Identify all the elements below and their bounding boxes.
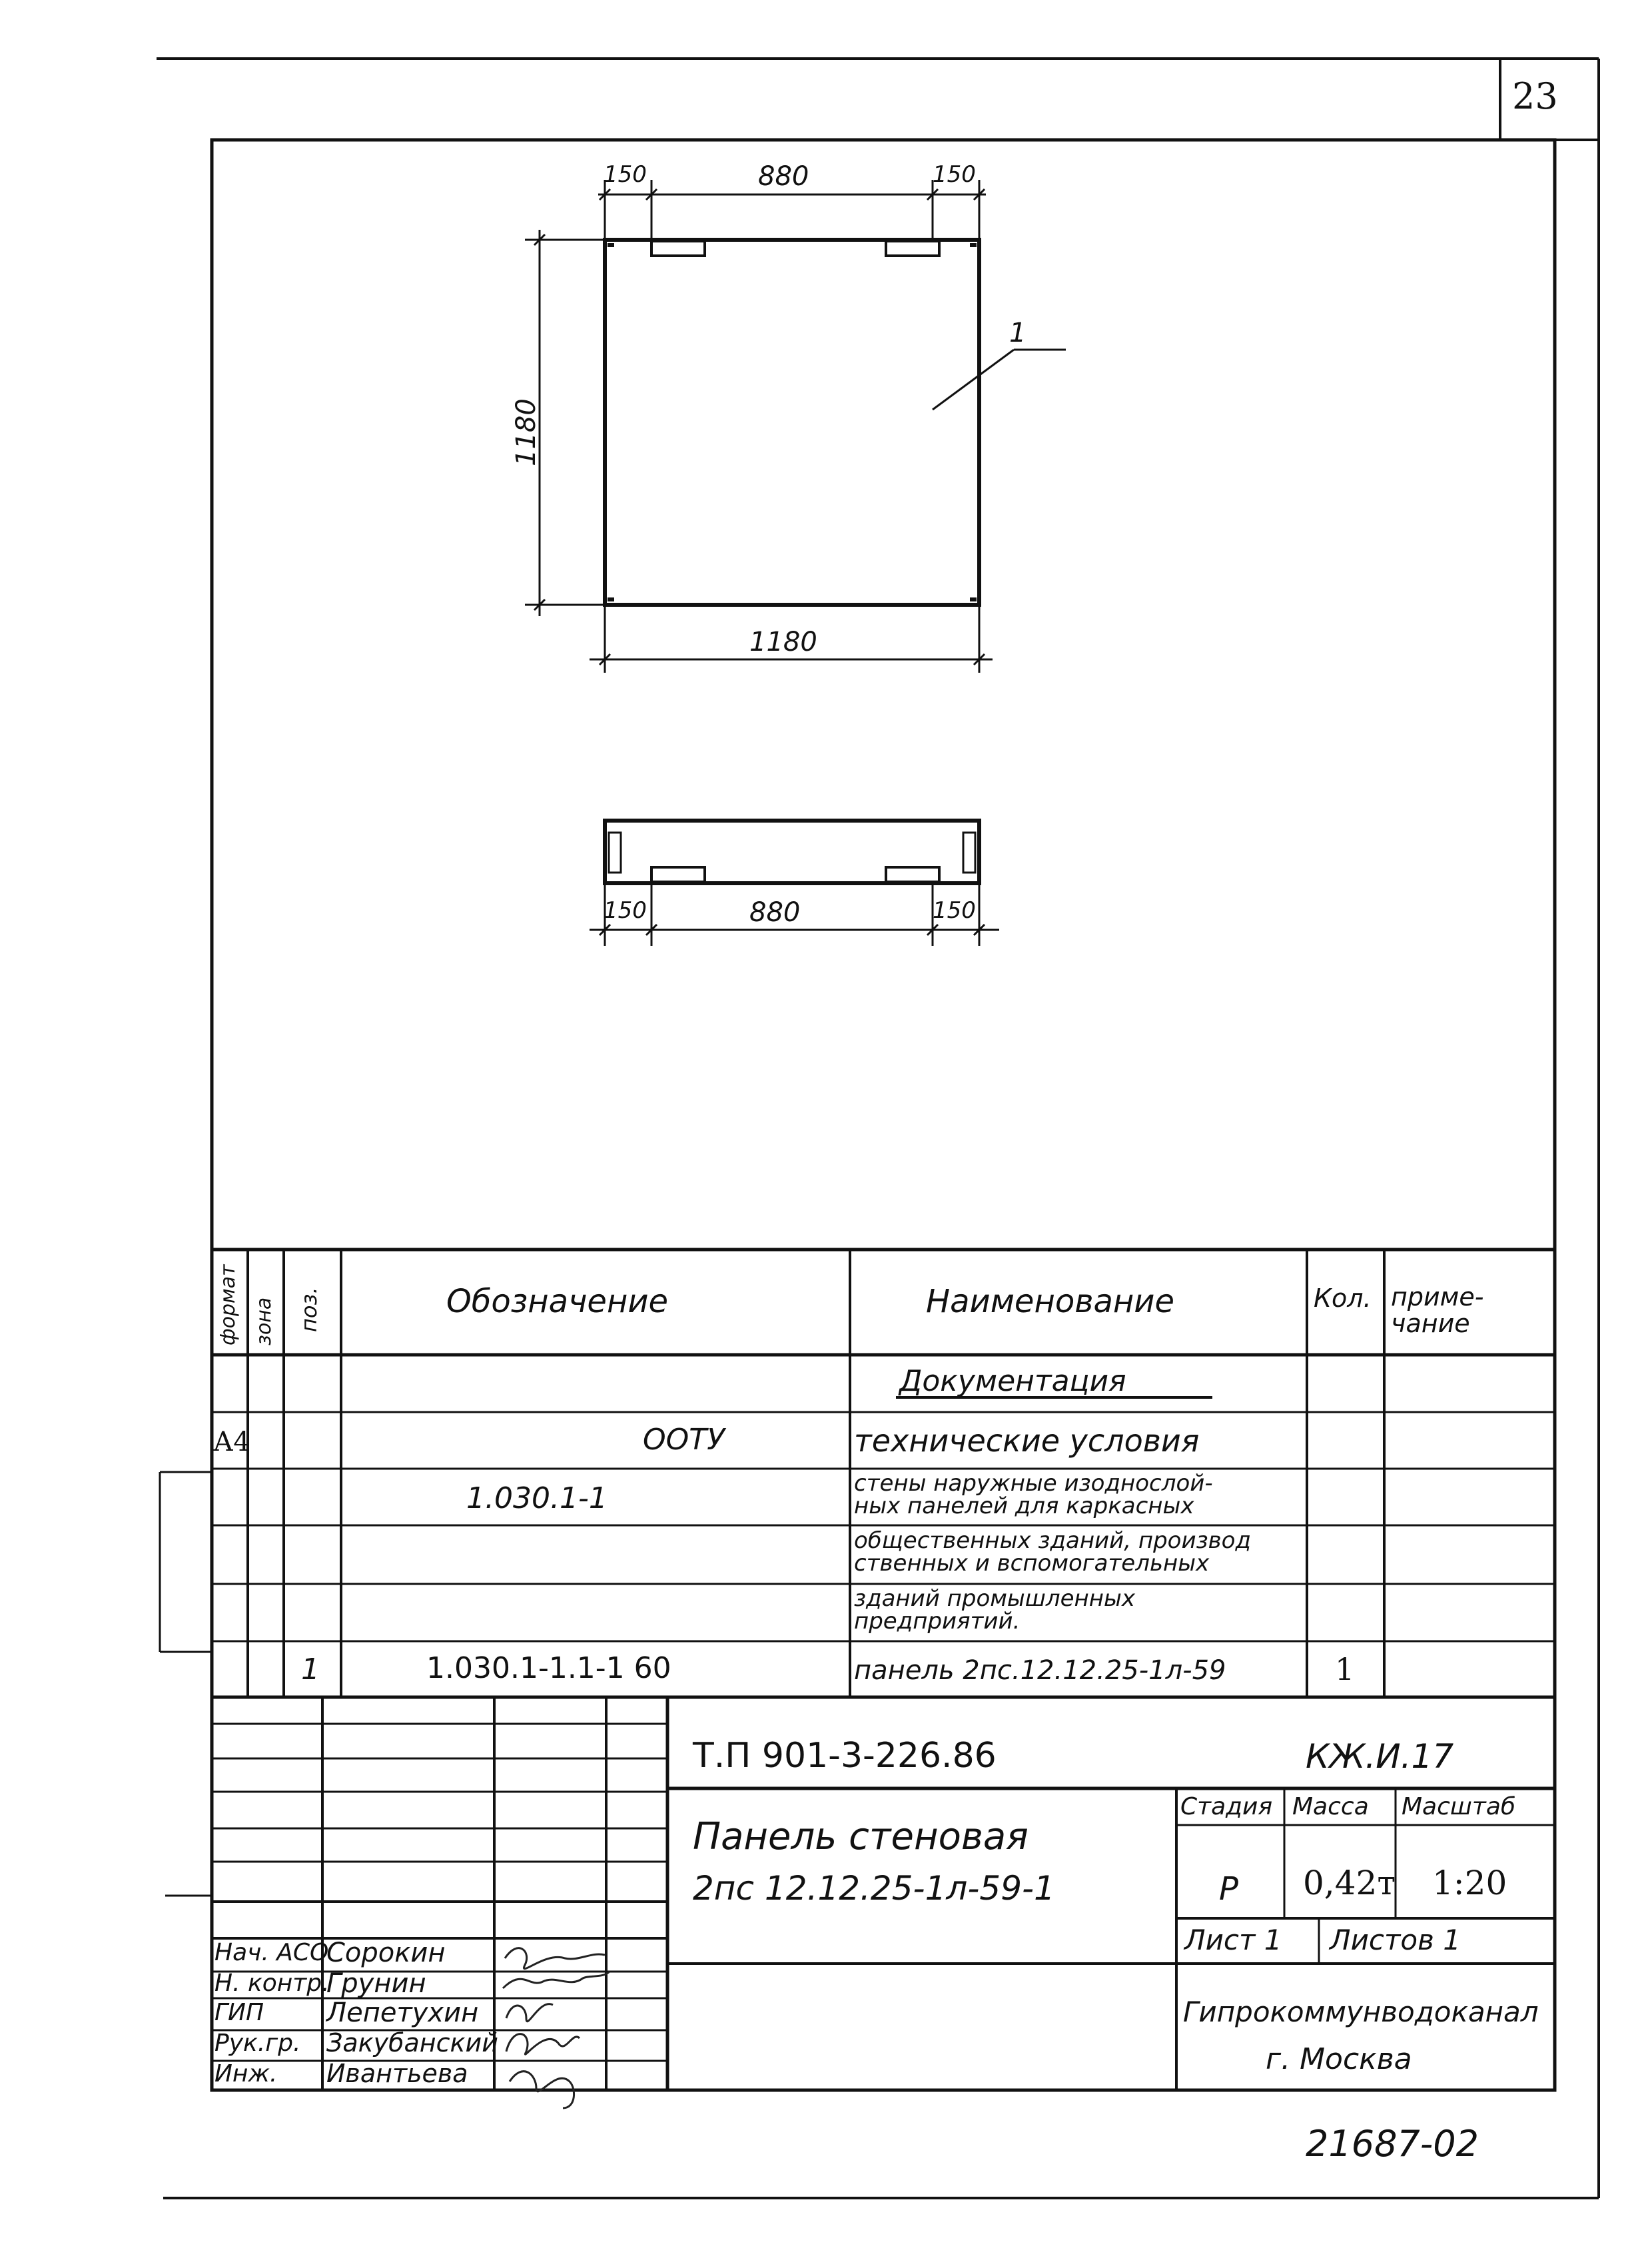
title-line2: 2пс 12.12.25-1л-59-1 bbox=[693, 1869, 1055, 1908]
staff-2-name: Лепетухин bbox=[326, 1998, 479, 2028]
dim-top-mid: 880 bbox=[758, 161, 809, 192]
header-qty: Кол. bbox=[1314, 1284, 1372, 1313]
staff-2-role: ГИП bbox=[214, 1999, 264, 2026]
dim-top-left: 150 bbox=[604, 161, 647, 188]
row-2-designation: 1.030.1-1 bbox=[466, 1481, 608, 1515]
page-number: 23 bbox=[1512, 75, 1558, 117]
header-pos: поз. bbox=[296, 1287, 322, 1332]
staff-0-role: Нач. АСО bbox=[214, 1939, 329, 1966]
staff-3-role: Рук.гр. bbox=[214, 2030, 301, 2057]
signature-2 bbox=[506, 2004, 553, 2022]
staff-1-role: Н. контр. bbox=[214, 1970, 330, 1997]
side-dim-right: 150 bbox=[933, 897, 976, 924]
staff-0-name: Сорокин bbox=[326, 1938, 446, 1968]
side-dim-mid: 880 bbox=[749, 897, 801, 928]
sheet-code: КЖ.И.17 bbox=[1306, 1737, 1454, 1776]
org-line1: Гипрокоммунводоканал bbox=[1183, 1996, 1539, 2028]
row-5-name: панель 2пс.12.12.25-1л-59 bbox=[854, 1655, 1226, 1686]
header-format: формат bbox=[216, 1264, 240, 1345]
row-3-name: общественных зданий, производ ственных и вспомогательных bbox=[854, 1527, 1251, 1577]
sheets-label: Листов 1 bbox=[1330, 1924, 1461, 1956]
org-line2: г. Москва bbox=[1266, 2042, 1412, 2076]
staff-4-role: Инж. bbox=[214, 2060, 278, 2087]
header-name: Наименование bbox=[926, 1283, 1175, 1320]
title-line1: Панель стеновая bbox=[693, 1815, 1029, 1858]
staff-3-name: Закубанский bbox=[326, 2028, 498, 2057]
dim-left: 1180 bbox=[511, 398, 542, 466]
mass-label: Масса bbox=[1292, 1793, 1369, 1820]
signature-0 bbox=[505, 1948, 605, 1969]
signature-4 bbox=[510, 2071, 574, 2108]
stage-value: Р bbox=[1219, 1870, 1238, 1908]
staff-1-name: Грунин bbox=[326, 1968, 426, 1999]
staff-4-name: Ивантьева bbox=[326, 2059, 468, 2088]
side-dim-left: 150 bbox=[604, 897, 647, 924]
signature-3 bbox=[506, 2034, 580, 2055]
callout-1: 1 bbox=[1009, 318, 1027, 348]
mass-value: 0,42т bbox=[1303, 1864, 1396, 1902]
stage-label: Стадия bbox=[1180, 1793, 1273, 1820]
row-5-qty: 1 bbox=[1335, 1651, 1355, 1687]
row-2-name: стены наружные изоднослой- ных панелей для каркасных bbox=[854, 1470, 1213, 1519]
header-designation: Обозначение bbox=[446, 1283, 669, 1320]
scale-value: 1:20 bbox=[1432, 1864, 1507, 1902]
row-5-pos: 1 bbox=[301, 1653, 320, 1686]
row-1-format: А4 bbox=[213, 1427, 250, 1457]
dim-top-right: 150 bbox=[933, 161, 976, 188]
row-1-name: технические условия bbox=[854, 1423, 1200, 1459]
scale-label: Масштаб bbox=[1402, 1793, 1516, 1820]
footer-number: 21687-02 bbox=[1306, 2123, 1479, 2165]
row-5-designation: 1.030.1-1.1-1 60 bbox=[426, 1651, 671, 1685]
header-zone: зона bbox=[252, 1297, 276, 1345]
project-code: Т.П 901-3-226.86 bbox=[693, 1736, 997, 1776]
row-0-name: Документация bbox=[899, 1364, 1126, 1398]
row-1-designation: ООТУ bbox=[643, 1423, 725, 1457]
signature-1 bbox=[503, 1972, 610, 1988]
header-note: приме- чание bbox=[1391, 1282, 1484, 1338]
row-4-name: зданий промышленных предприятий. bbox=[854, 1585, 1135, 1635]
sheet-label: Лист 1 bbox=[1184, 1924, 1282, 1956]
dim-bottom: 1180 bbox=[749, 627, 817, 657]
